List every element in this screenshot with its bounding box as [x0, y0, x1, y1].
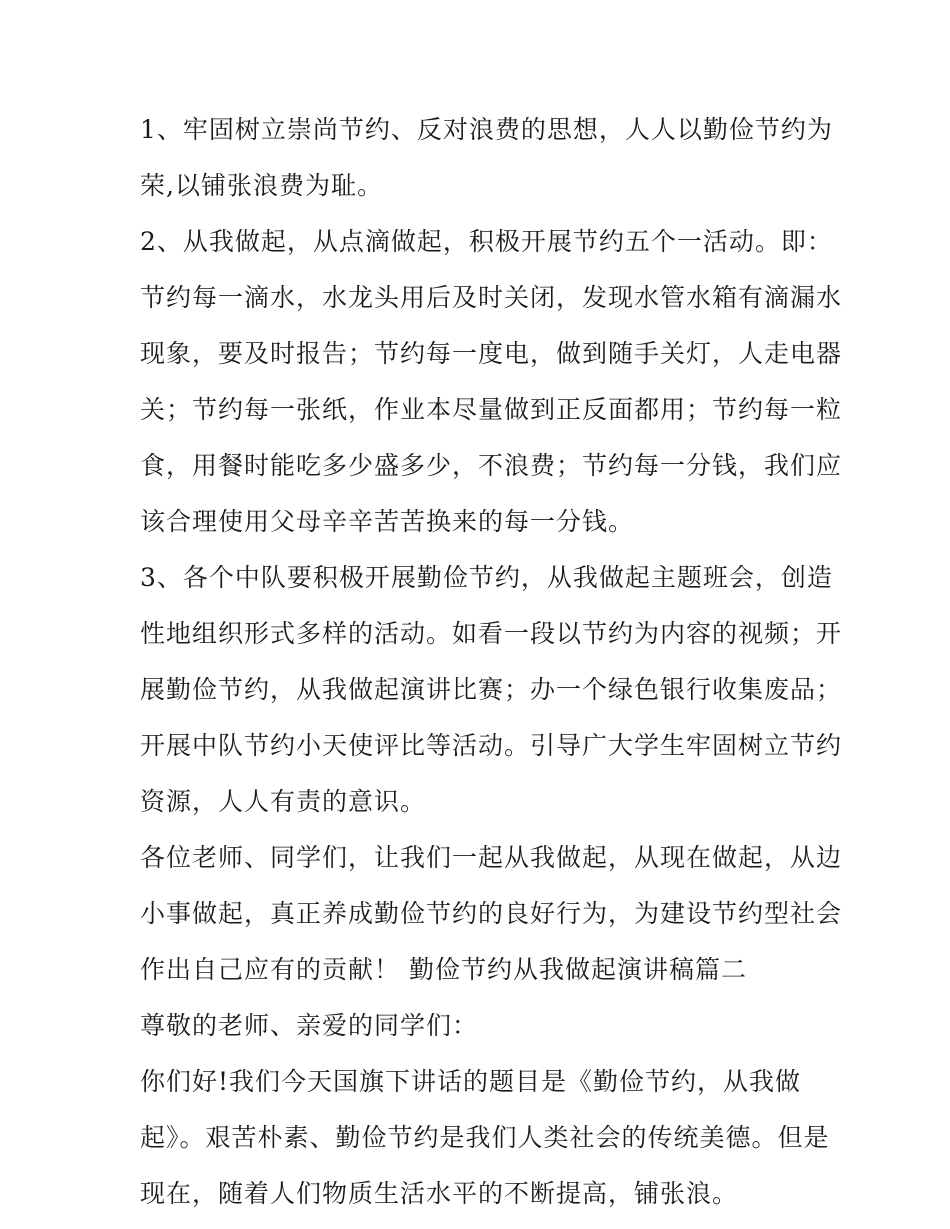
text-line: 荣,以铺张浪费为耻。 — [140, 171, 383, 200]
text-line: 现象，要及时报告；节约每一度电，做到随手关灯，人走电器 — [140, 339, 843, 368]
text-line: 该合理使用父母辛辛苦苦换来的每一分钱。 — [140, 507, 635, 536]
text-line: 尊敬的老师、亲爱的同学们： — [140, 1011, 479, 1040]
text-line: 各位老师、同学们，让我们一起从我做起，从现在做起，从边 — [140, 843, 843, 872]
text-line: 开展中队节约小天使评比等活动。引导广大学生牢固树立节约 — [140, 731, 843, 760]
document-body — [140, 102, 843, 1222]
text-line: 现在，随着人们物质生活水平的不断提高，铺张浪。 — [140, 1179, 739, 1208]
text-line: 小事做起，真正养成勤俭节约的良好行为，为建设节约型社会 — [140, 899, 843, 928]
text-line: 你们好!我们今天国旗下讲话的题目是《勤俭节约，从我做 — [140, 1067, 802, 1096]
text-line: 展勤俭节约，从我做起演讲比赛；办一个绿色银行收集废品； — [140, 675, 843, 704]
text-line: 1、牢固树立崇尚节约、反对浪费的思想，人人以勤俭节约为 — [140, 115, 833, 144]
text-line: 2、从我做起，从点滴做起，积极开展节约五个一活动。即： — [140, 227, 833, 256]
text-line: 3、各个中队要积极开展勤俭节约，从我做起主题班会，创造 — [140, 563, 833, 592]
text-line: 作出自己应有的贡献！ 勤俭节约从我做起演讲稿篇二 — [140, 955, 747, 984]
text-line: 节约每一滴水，水龙头用后及时关闭，发现水管水箱有滴漏水 — [140, 283, 843, 312]
text-line: 性地组织形式多样的活动。如看一段以节约为内容的视频；开 — [140, 619, 843, 648]
text-line: 起》。艰苦朴素、勤俭节约是我们人类社会的传统美德。但是 — [140, 1123, 830, 1152]
text-line: 资源，人人有责的意识。 — [140, 787, 427, 816]
text-line: 食，用餐时能吃多少盛多少，不浪费；节约每一分钱，我们应 — [140, 451, 843, 480]
text-line: 关；节约每一张纸，作业本尽量做到正反面都用；节约每一粒 — [140, 395, 843, 424]
